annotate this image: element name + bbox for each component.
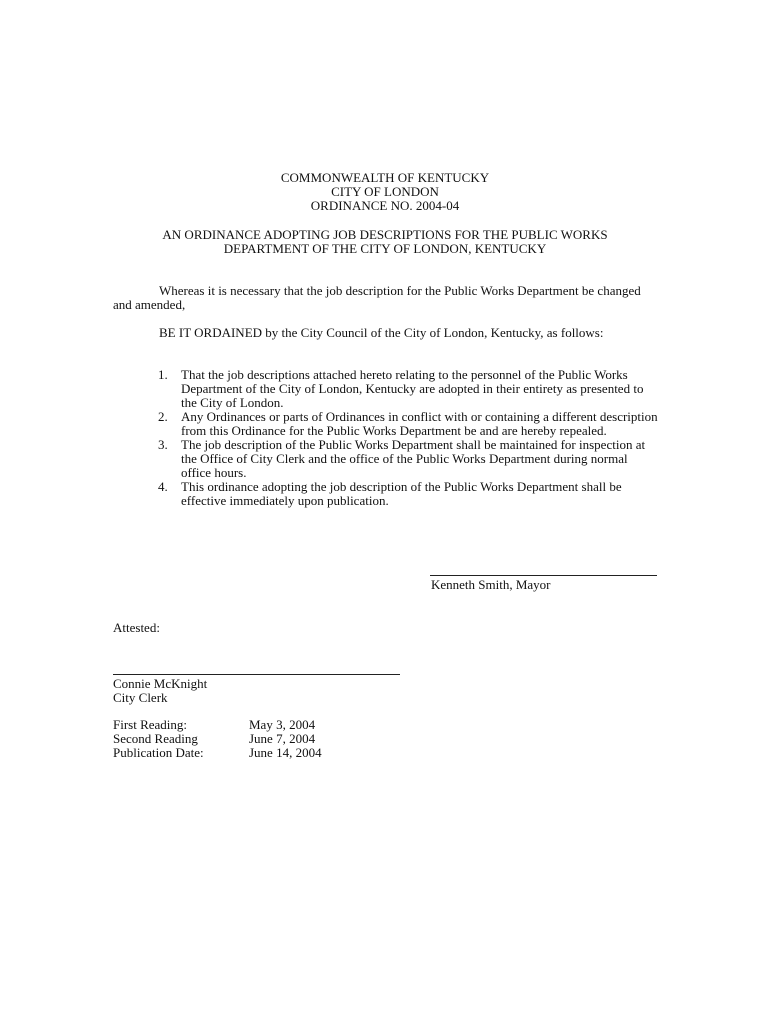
list-item-number: 4. xyxy=(158,479,168,494)
list-item xyxy=(158,368,658,410)
header-city: CITY OF LONDON xyxy=(331,184,439,199)
list-item-number: 1. xyxy=(158,367,168,382)
list-item-number: 3. xyxy=(158,437,168,452)
list-item-text: That the job descriptions attached hereto relating to the personnel of the Public Works Department of the City of London, Kentucky are adopted in their entirety as presented to the City of London. xyxy=(181,367,644,410)
clerk-signature-line xyxy=(113,674,400,675)
header-commonwealth: COMMONWEALTH OF KENTUCKY xyxy=(280,170,490,185)
header-ordinance-number: ORDINANCE NO. 2004-04 xyxy=(310,198,460,213)
ordinance-sections-list xyxy=(158,368,658,508)
list-item-text: Any Ordinances or parts of Ordinances in conflict with or containing a different description from this Ordinance for the Public Works Department be and are hereby repealed. xyxy=(181,409,658,438)
mayor-signature-line xyxy=(430,575,657,576)
clerk-title: City Clerk xyxy=(113,690,168,705)
reading-row-publication xyxy=(113,746,322,760)
title-line-1: AN ORDINANCE ADOPTING JOB DESCRIPTIONS FOR THE PUBLIC WORKS xyxy=(162,227,608,242)
attested-label: Attested: xyxy=(113,620,160,635)
list-item-text: This ordinance adopting the job description of the Public Works Department shall be effective immediately upon publication. xyxy=(181,479,622,508)
reading-label: First Reading: xyxy=(113,717,188,732)
ordained-text: BE IT ORDAINED by the City Council of the City of London, Kentucky, as follows: xyxy=(159,325,604,340)
reading-date: June 14, 2004 xyxy=(249,745,322,760)
title-line-2: DEPARTMENT OF THE CITY OF LONDON, KENTUCKY xyxy=(223,241,547,256)
list-item xyxy=(158,480,658,508)
ordinance-title xyxy=(0,228,770,256)
ordained-paragraph xyxy=(113,326,658,340)
reading-label: Second Reading xyxy=(113,731,198,746)
list-item-number: 2. xyxy=(158,409,168,424)
whereas-text: Whereas it is necessary that the job description for the Public Works Department be changed and amended, xyxy=(113,283,641,312)
mayor-name-title: Kenneth Smith, Mayor xyxy=(431,577,551,592)
reading-row-first xyxy=(113,718,315,732)
reading-row-second xyxy=(113,732,315,746)
reading-label: Publication Date: xyxy=(113,745,204,760)
reading-date: June 7, 2004 xyxy=(249,731,316,746)
list-item-text: The job description of the Public Works Department shall be maintained for inspection at the Office of City Clerk and the office of the Public Works Department during normal office hours. xyxy=(181,437,646,480)
list-item xyxy=(158,438,658,480)
clerk-name: Connie McKnight xyxy=(113,676,208,691)
list-item xyxy=(158,410,658,438)
document-header xyxy=(0,171,770,213)
whereas-paragraph xyxy=(113,284,658,312)
reading-date: May 3, 2004 xyxy=(249,717,316,732)
